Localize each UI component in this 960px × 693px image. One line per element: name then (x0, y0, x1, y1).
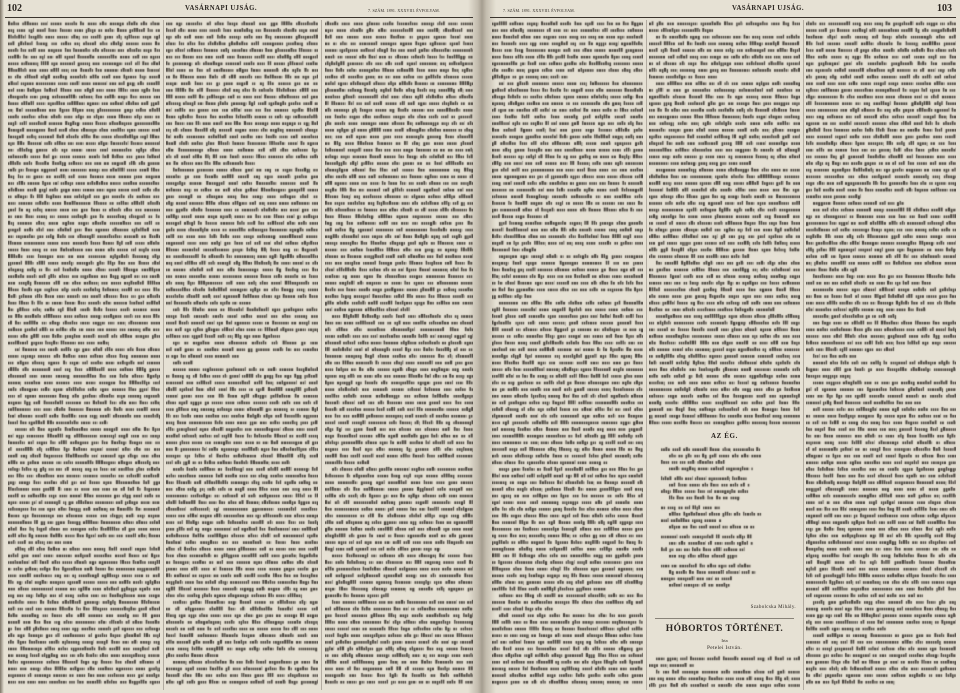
story-text-column-start (649, 655, 800, 690)
poem-title: AZ ÉG. (711, 432, 738, 440)
article-text-column-left-1 (8, 20, 160, 690)
article-text-column-right-1 (492, 20, 643, 690)
poem-verses (649, 446, 800, 604)
issue-line-left: 7. SZÁM. 1891. XXXVIII. ÉVFOLYAM. (368, 7, 440, 13)
masthead-left: VASÁRNAPI UJSÁG. (184, 5, 258, 12)
article-text-column-left-3 (325, 20, 473, 690)
header-rule-right (490, 17, 956, 18)
article-text-column-left-2 (166, 20, 318, 690)
section-divider (655, 618, 794, 619)
column-rule (646, 20, 647, 690)
column-rule (321, 20, 322, 690)
page-number-right: 103 (937, 3, 952, 14)
story-title: HÓBORTOS TÖRTÉNET. (665, 624, 784, 634)
masthead-right: VASÁRNAPI UJSÁG. (731, 5, 805, 12)
article-text-column-right-2 (649, 20, 800, 430)
column-rule (163, 20, 164, 690)
scan-page-edge (0, 0, 4, 693)
poem-author: Szabolcska Mihály. (750, 605, 796, 610)
page-number-left: 102 (7, 3, 22, 14)
story-text-column-right-3 (806, 20, 956, 690)
header-rule-left (5, 17, 473, 18)
issue-line-right: 7. SZÁM. 1891. XXXVIII. ÉVFOLYAM. (503, 7, 575, 13)
story-author: Petelei István. (706, 645, 743, 651)
story-byline: Irta (721, 638, 728, 643)
column-rule (803, 20, 804, 690)
